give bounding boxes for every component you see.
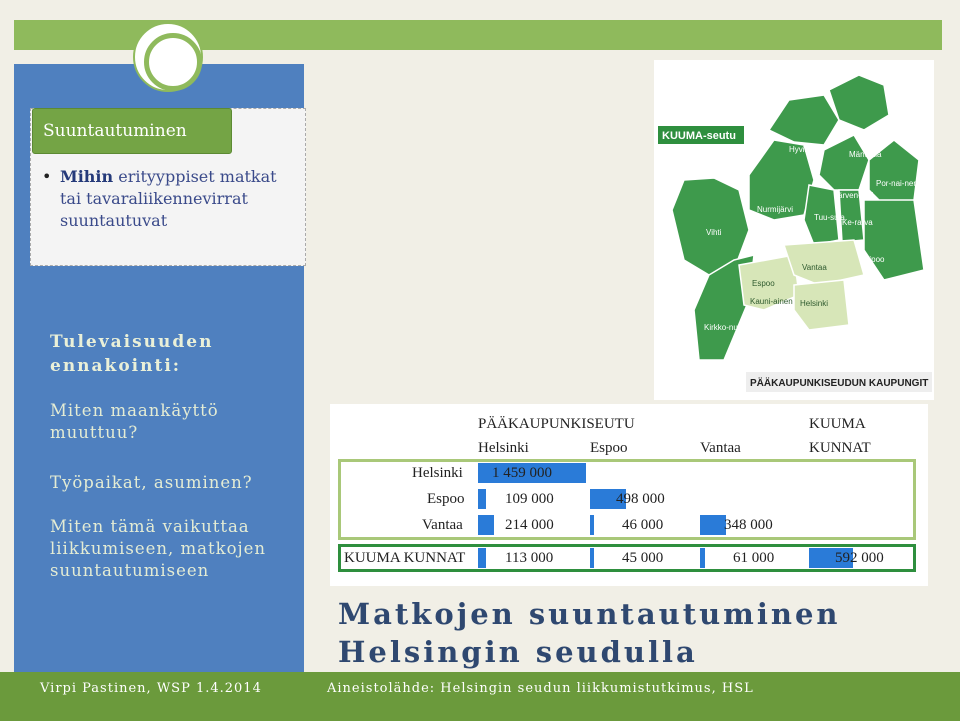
table-group-header: PÄÄKAUPUNKISEUTU — [478, 416, 635, 432]
table-cell: 348 000 — [724, 517, 773, 533]
value-bar — [700, 515, 726, 535]
table-cell: 214 000 — [505, 517, 554, 533]
emblem-icon — [133, 22, 203, 92]
footer-source: Aineistolähde: Helsingin seudun liikkumistutkimus, HSL — [327, 681, 754, 696]
topic-bullet-text: erityyppiset matkat tai tavaraliikennevirrat suuntautuvat — [60, 167, 277, 230]
table-col-header: Helsinki — [478, 440, 529, 456]
table-cell: 46 000 — [622, 517, 664, 533]
footer-band — [0, 672, 960, 721]
row-label: Helsinki — [412, 465, 463, 481]
value-bar — [478, 489, 486, 509]
table-cell: 45 000 — [622, 550, 664, 566]
value-bar — [700, 548, 705, 568]
table-cell: 113 000 — [505, 550, 554, 566]
value-bar — [590, 515, 594, 535]
value-bar — [478, 515, 494, 535]
map-place: Tuu-sula — [814, 213, 845, 222]
map-place: Hyvinkää — [789, 145, 822, 154]
row-label: Espoo — [427, 491, 465, 507]
map-place: Vihti — [706, 228, 722, 237]
map-place: Espoo — [752, 279, 775, 288]
value-bar — [590, 548, 594, 568]
map-place: Kauni-ainen — [750, 297, 793, 306]
map-place: Järven-pää — [834, 191, 875, 200]
region-map-graphic — [654, 60, 934, 400]
slide-title — [338, 595, 841, 671]
table-col-header: Vantaa — [700, 440, 741, 456]
table-col-header: KUNNAT — [809, 440, 871, 456]
region-map — [654, 60, 934, 400]
map-label-capital: PÄÄKAUPUNKISEUDUN KAUPUNGIT — [750, 378, 929, 389]
forecast-heading: Tulevaisuuden ennakointi: — [50, 332, 214, 376]
topic-box-header: Suuntautuminen — [32, 108, 232, 154]
question-mobility: Miten tämä vaikuttaa liikkumiseen, matkojen suuntautumiseen — [50, 517, 267, 580]
map-place: Mäntsälä — [849, 150, 882, 159]
row-label: Vantaa — [422, 517, 463, 533]
map-place: Helsinki — [800, 299, 829, 308]
map-place: Ke-ra-va — [842, 218, 873, 227]
map-place: Sipoo — [864, 255, 885, 264]
row-label: KUUMA KUNNAT — [344, 550, 466, 566]
question-jobs-housing: Työpaikat, asuminen? — [50, 473, 253, 492]
map-place: Por-nai-nen — [876, 179, 918, 188]
topic-bullet — [42, 166, 292, 232]
table-cell: 1 459 000 — [492, 465, 552, 481]
slide-title-line-1: Matkojen suuntautuminen — [338, 597, 841, 631]
table-cell: 592 000 — [835, 550, 884, 566]
map-place: Vantaa — [802, 263, 827, 272]
table-cell: 109 000 — [505, 491, 554, 507]
slide-title-line-2: Helsingin seudulla — [338, 635, 698, 669]
map-place: Nurmijärvi — [757, 205, 793, 214]
table-col-header: Espoo — [590, 440, 628, 456]
question-land-use: Miten maankäyttö muuttuu? — [50, 401, 219, 442]
value-bar — [478, 548, 486, 568]
topic-bullet-bold: Mihin — [60, 167, 114, 186]
table-group-header: KUUMA — [809, 416, 866, 432]
map-label-kuuma: KUUMA-seutu — [662, 130, 736, 142]
table-cell: 498 000 — [616, 491, 665, 507]
map-place: Kirkko-nummi — [704, 323, 753, 332]
table-cell: 61 000 — [733, 550, 775, 566]
footer-author: Virpi Pastinen, WSP 1.4.2014 — [40, 681, 262, 696]
